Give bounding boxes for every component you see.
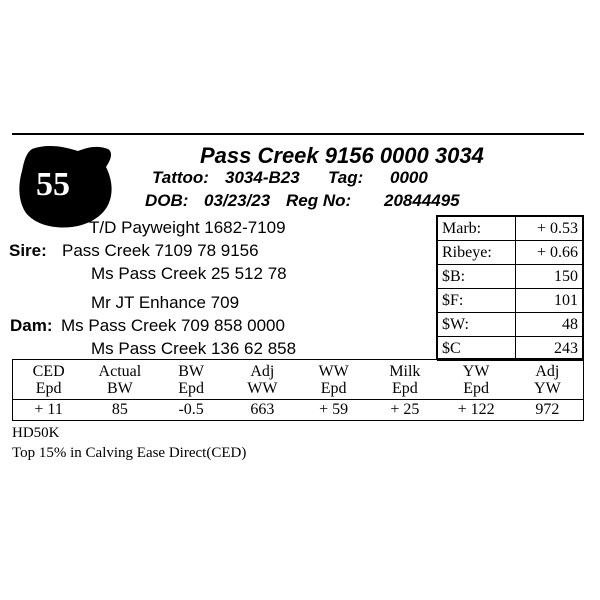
ced-note: Top 15% in Calving Ease Direct(CED)	[12, 445, 247, 461]
epd-header-row	[13, 360, 583, 400]
index-row	[438, 217, 583, 241]
index-value: 243	[516, 337, 583, 361]
index-value: 101	[516, 289, 583, 313]
dam-dam: Ms Pass Creek 136 62 858	[91, 339, 297, 358]
tattoo-value: 3034-B23	[225, 168, 300, 187]
sire-label: Sire:	[9, 241, 47, 260]
epd-header: Actual BW	[84, 360, 155, 400]
epd-value-row	[13, 400, 583, 421]
index-value: 48	[516, 313, 583, 337]
genomic-note: HD50K	[12, 425, 60, 441]
top-divider	[12, 133, 584, 135]
epd-value: + 122	[457, 401, 495, 418]
epd-value: 85	[111, 401, 128, 418]
index-label: Marb:	[438, 217, 516, 241]
epd-value: + 59	[319, 401, 349, 418]
index-row	[438, 289, 583, 313]
index-row	[438, 241, 583, 265]
index-label: $W:	[438, 313, 516, 337]
tag-label: Tag:	[328, 168, 364, 187]
sire-name: Pass Creek 7109 78 9156	[62, 241, 259, 260]
index-label: Ribeye:	[438, 241, 516, 265]
epd-value: 972	[535, 401, 560, 418]
epd-table	[12, 359, 584, 421]
epd-header: Milk Epd	[369, 360, 440, 400]
reg-no-label: Reg No:	[286, 191, 352, 210]
sire-sire: T/D Payweight 1682-7109	[89, 218, 286, 237]
epd-header: YW Epd	[441, 360, 512, 400]
epd-header: CED Epd	[13, 360, 84, 400]
index-row	[438, 337, 583, 361]
dob-label: DOB:	[145, 191, 189, 210]
epd-value: 663	[250, 401, 275, 418]
epd-header: BW Epd	[156, 360, 227, 400]
index-row	[438, 265, 583, 289]
index-value: + 0.53	[516, 217, 583, 241]
epd-header: WW Epd	[298, 360, 369, 400]
dam-label: Dam:	[10, 316, 53, 335]
dob-value: 03/23/23	[204, 191, 271, 210]
epd-value: + 25	[390, 401, 420, 418]
sire-dam: Ms Pass Creek 25 512 78	[91, 264, 287, 283]
index-box	[436, 215, 584, 359]
tattoo-label: Tattoo:	[152, 168, 209, 187]
index-row	[438, 313, 583, 337]
epd-value: + 11	[34, 401, 63, 418]
epd-value: -0.5	[178, 401, 204, 418]
index-label: $C	[438, 337, 516, 361]
epd-header: Adj WW	[227, 360, 298, 400]
index-label: $B:	[438, 265, 516, 289]
dam-sire: Mr JT Enhance 709	[91, 293, 240, 312]
animal-name: Pass Creek 9156 0000 3034	[200, 143, 484, 168]
reg-no-value: 20844495	[384, 191, 460, 210]
index-value: 150	[516, 265, 583, 289]
dam-name: Ms Pass Creek 709 858 0000	[61, 316, 285, 335]
epd-header: Adj YW	[512, 360, 583, 400]
index-value: + 0.66	[516, 241, 583, 265]
index-label: $F:	[438, 289, 516, 313]
tag-value: 0000	[390, 168, 428, 187]
lot-number: 55	[36, 166, 70, 203]
